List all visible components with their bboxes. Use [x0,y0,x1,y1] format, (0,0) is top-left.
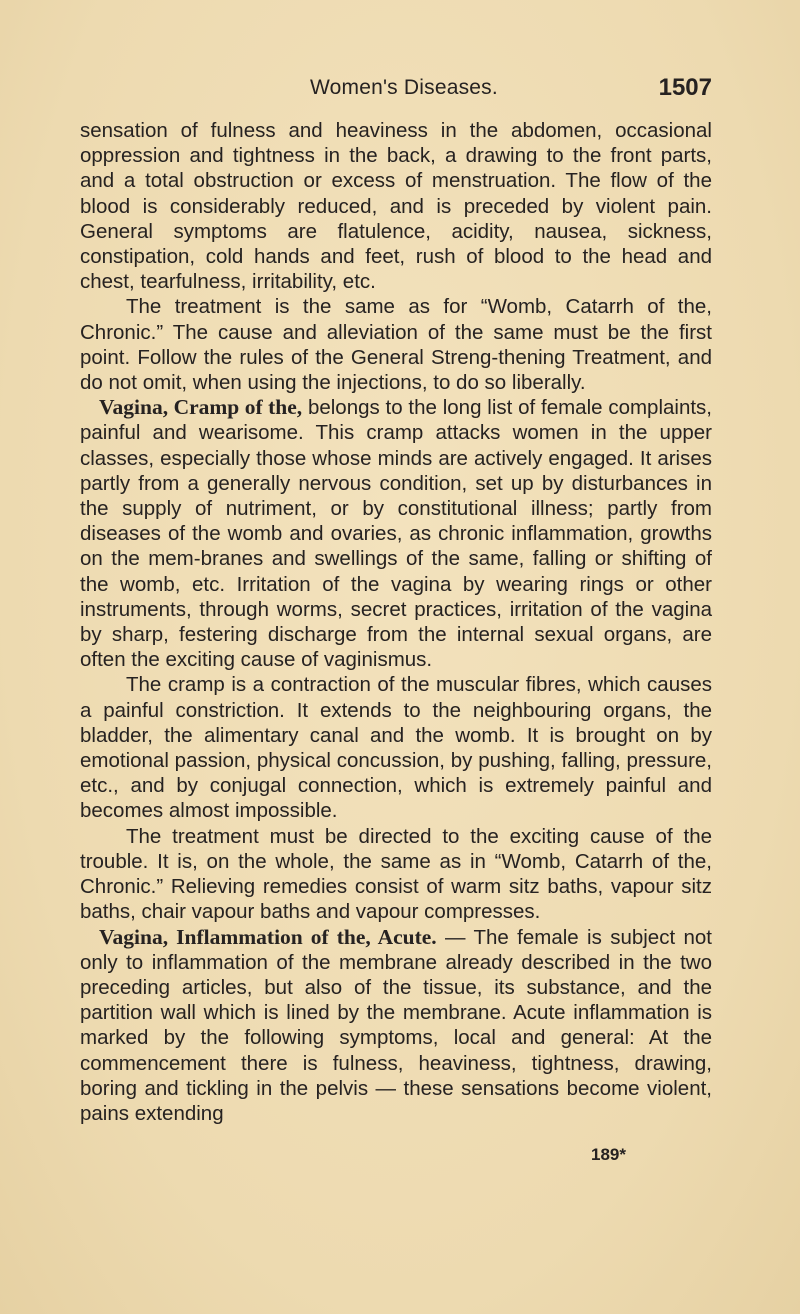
entry-vagina-cramp: Vagina, Cramp of the, belongs to the long list of female complaints, painful and wearisome. This cramp attacks women in the upper classes, especially those whose minds are actively engaged. It arises partly from a generally nervous condition, set up by disturbances in the supply of nutriment, or by constitutional illness; partly from diseases of the womb and ovaries, as chronic inflammation, growths on the mem-branes and swellings of the same, falling or shifting of the womb, etc. Irritation of the vagina by wearing rings or other instruments, through worms, secret practices, irritation of the vagina by sharp, festering discharge from the internal sexual organs, are often the exciting cause of vaginismus. [80,395,712,672]
paragraph-continuation: sensation of fulness and heaviness in the abdomen, occasional oppression and tightness in the back, a drawing to the front parts, and a total obstruction or excess of menstruation. The flow of the blood is considerably reduced, and is preceded by violent pain. General symptoms are flatulence, acidity, nausea, sickness, constipation, cold hands and feet, rush of blood to the head and chest, tearfulness, irritability, etc. [80,119,712,294]
paragraph-cramp-treatment: The treatment must be directed to the exciting cause of the trouble. It is, on the whole, the same as in “Womb, Catarrh of the, Chronic.” Relieving remedies consist of warm sitz baths, vapour sitz baths, chair vapour baths and vapour compresses. [80,824,712,924]
page-header [80,74,712,110]
entry-heading: Vagina, Cramp of the, [99,395,303,420]
paragraph-cramp-description: The cramp is a contraction of the muscular fibres, which causes a painful constriction. It extends to the neighbouring organs, the bladder, the alimentary canal and the womb. It is brought on by emotional passion, physical concussion, by pushing, falling, pressure, etc., and by conjugal connection, which is extremely painful and becomes almost impossible. [80,673,712,823]
entry-heading: Vagina, Inflammation of the, Acute. [99,924,437,949]
body-text [80,118,712,1126]
paragraph-treatment: The treatment is the same as for “Womb, Catarrh of the, Chronic.” The cause and alleviation of the same must be the first point. Follow the rules of the General Streng-thening Treatment, and do not omit, when using the injections, to do so liberally. [80,295,712,395]
signature-mark: 189* [591,1145,626,1164]
running-title: Women's Diseases. [310,76,498,99]
page-number: 1507 [658,74,712,101]
entry-vagina-inflammation: Vagina, Inflammation of the, Acute. — The female is subject not only to inflammation of the membrane already described in the two preceding articles, but also of the tissue, its substance, and the partition wall which is lined by the membrane. Acute inflammation is marked by the following symptoms, local and general: At the commencement there is fulness, heaviness, tightness, drawing, boring and tickling in the pelvis — these sensations become violent, pains extending [80,924,712,1125]
